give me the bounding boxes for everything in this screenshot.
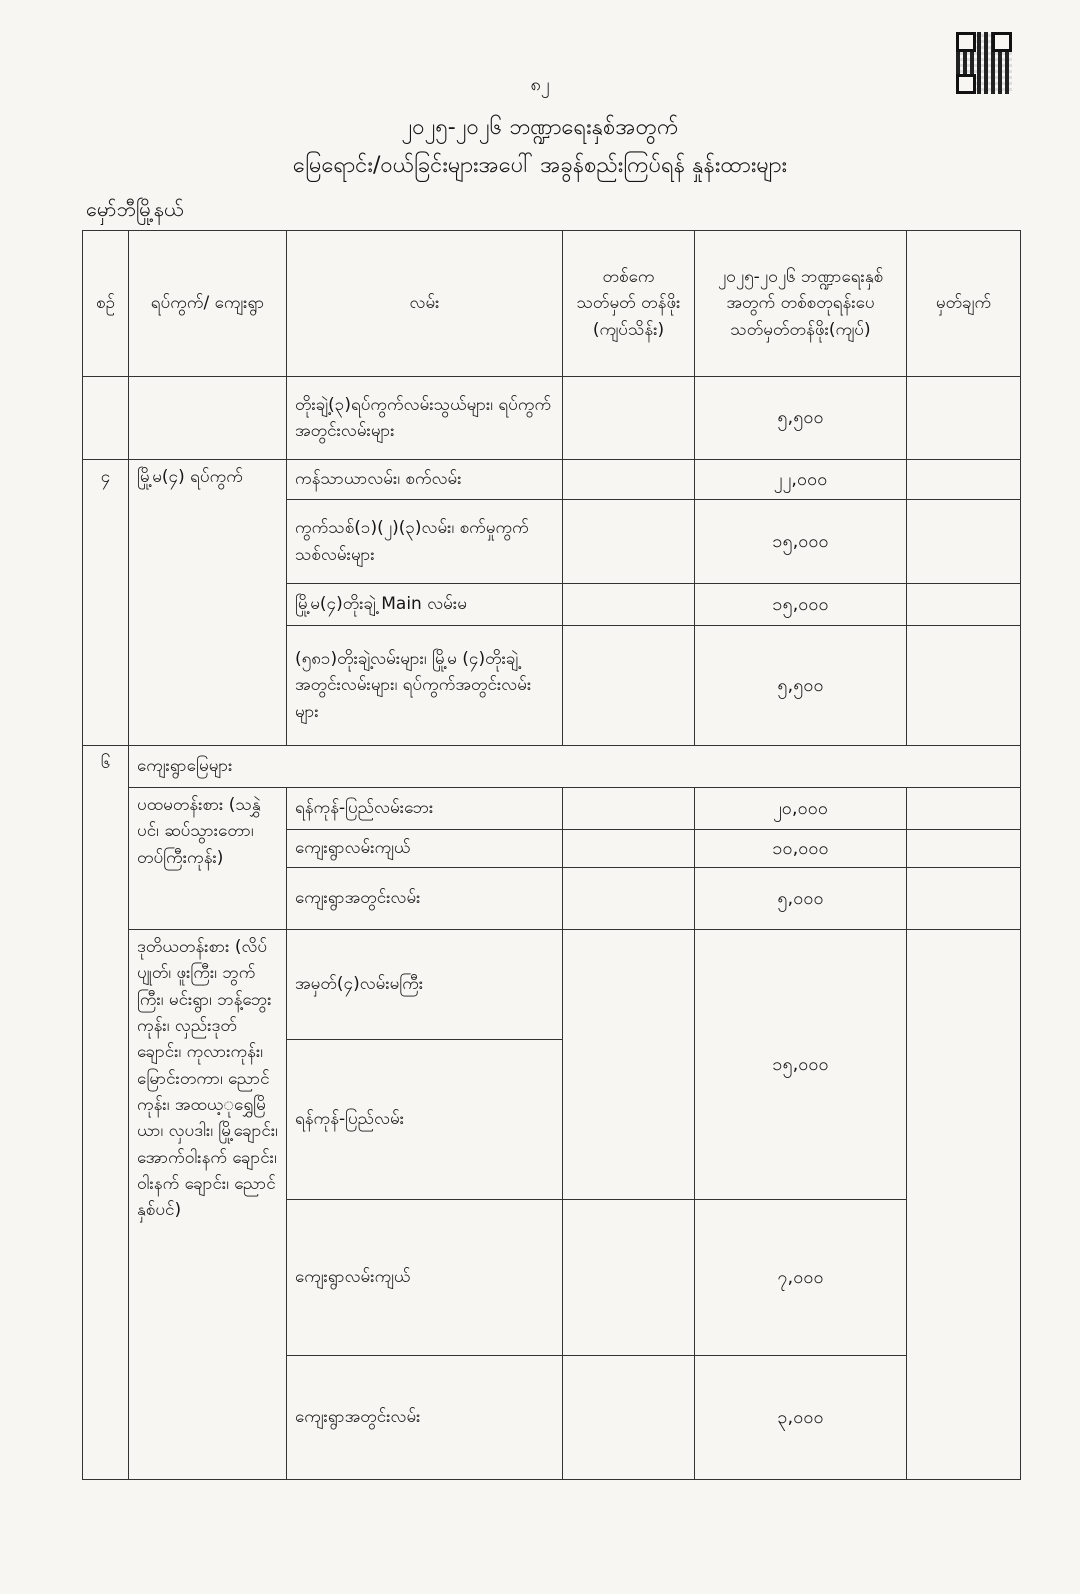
section-heading: ကျေးရွာမြေများ: [129, 746, 1021, 788]
page-title: ၂၀၂၅-၂၀၂၆ ဘဏ္ဍာရေးနှစ်အတွက်: [401, 115, 679, 140]
col-header-remark: မှတ်ချက်: [907, 231, 1021, 377]
cell-value: ၅,၀၀၀: [695, 868, 907, 930]
cell-remark: [907, 500, 1021, 584]
cell-road: ရန်ကုန်-ပြည်လမ်းဘေး: [287, 788, 563, 830]
cell-road: အမှတ်(၄)လမ်းမကြီး: [287, 930, 563, 1040]
cell-remark: [907, 788, 1021, 830]
cell-no: [83, 377, 129, 460]
cell-prev-value: [563, 626, 695, 746]
cell-remark: [907, 377, 1021, 460]
cell-road: ကျေးရွာလမ်းကျယ်: [287, 830, 563, 868]
page-number: ၈၂: [530, 74, 550, 95]
table-header-row: [83, 231, 1021, 377]
cell-ward: မြို့မ(၄) ရပ်ကွက်: [129, 460, 287, 746]
cell-value: ၁၅,၀၀၀: [695, 500, 907, 584]
cell-road: ကန်သာယာလမ်း၊ စက်လမ်း: [287, 460, 563, 500]
table-row: [83, 746, 1021, 788]
col-header-no: စဉ်: [83, 231, 129, 377]
cell-value: ၁၀,၀၀၀: [695, 830, 907, 868]
cell-prev-value: [563, 788, 695, 830]
cell-value: ၅,၅၀၀: [695, 626, 907, 746]
cell-prev-value: [563, 500, 695, 584]
cell-road: မြို့မ(၄)တိုးချဲ့ Main လမ်းမ: [287, 584, 563, 626]
cell-road: (၅၈၁)တိုးချဲ့လမ်းများ၊ မြို့မ (၄)တိုးချဲ့အတွင်းလမ်းများ၊ ရပ်ကွက်အတွင်းလမ်းများ: [287, 626, 563, 746]
cell-value: ၂၂,၀၀၀: [695, 460, 907, 500]
cell-value: ၂၀,၀၀၀: [695, 788, 907, 830]
col-header-new-value: ၂၀၂၅-၂၀၂၆ ဘဏ္ဍာရေးနှစ်အတွက် တစ်စတုရန်းပေ သတ်မှတ်တန်ဖိုး(ကျပ်): [695, 231, 907, 377]
cell-value: ၃,၀၀၀: [695, 1356, 907, 1480]
table-row: [83, 788, 1021, 830]
cell-value: ၁၅,၀၀၀: [695, 930, 907, 1200]
cell-no: ၆: [83, 746, 129, 1480]
cell-remark: [907, 930, 1021, 1480]
cell-prev-value: [563, 460, 695, 500]
col-header-ward: ရပ်ကွက်/ ကျေးရွာ: [129, 231, 287, 377]
cell-remark: [907, 460, 1021, 500]
page-subtitle: မြေရောင်း/ဝယ်ခြင်းများအပေါ် အခွန်စည်းကြပ်ရန် နှုန်းထားများ: [292, 153, 788, 178]
table-row: [83, 377, 1021, 460]
cell-prev-value: [563, 584, 695, 626]
cell-value: ၁၅,၀၀၀: [695, 584, 907, 626]
table-row: [83, 930, 1021, 1040]
cell-value: ၅,၅၀၀: [695, 377, 907, 460]
cell-no: ၄: [83, 460, 129, 746]
cell-prev-value: [563, 868, 695, 930]
cell-remark: [907, 868, 1021, 930]
cell-value: ၇,၀၀၀: [695, 1200, 907, 1356]
cell-prev-value: [563, 930, 695, 1200]
cell-road: တိုးချဲ့(၃)ရပ်ကွက်လမ်းသွယ်များ၊ ရပ်ကွက်အတွင်းလမ်းများ: [287, 377, 563, 460]
cell-prev-value: [563, 377, 695, 460]
cell-remark: [907, 584, 1021, 626]
cell-ward: ဒုတိယတန်းစား (လိပ်ပျုတ်၊ ဖူးကြီး၊ ဘွက်ကြီး၊ မင်းရွာ၊ ဘန့်ဘွေးကုန်း၊ လှည်းဒုတ်ချောင်း၊ ကုလားကုန်း၊ မြောင်းတကာ၊ ညောင်ကုန်း၊ အထယ့ုရွှေမြိယာ၊ လှပဒါး၊ မြို့ချောင်း၊ အောက်ဝါးနက် ချောင်း၊ ဝါးနက် ချောင်း၊ ညောင်နှစ်ပင်): [129, 930, 287, 1480]
table-row: [83, 460, 1021, 500]
township-label: မှော်ဘီမြို့နယ်: [86, 197, 184, 221]
cell-ward: [129, 377, 287, 460]
cell-remark: [907, 830, 1021, 868]
cell-road: ကွက်သစ်(၁)(၂)(၃)လမ်း၊ စက်မှုကွက်သစ်လမ်းများ: [287, 500, 563, 584]
cell-prev-value: [563, 1356, 695, 1480]
cell-remark: [907, 626, 1021, 746]
cell-road: ကျေးရွာအတွင်းလမ်း: [287, 1356, 563, 1480]
cell-road: ကျေးရွာလမ်းကျယ်: [287, 1200, 563, 1356]
cell-road: ကျေးရွာအတွင်းလမ်း: [287, 868, 563, 930]
cell-prev-value: [563, 830, 695, 868]
cell-prev-value: [563, 1200, 695, 1356]
rate-table: [82, 230, 1021, 1480]
cell-ward: ပထမတန်းစား (သနွှဲပင်၊ ဆပ်သွားတော၊ တပ်ကြီးကုန်း): [129, 788, 287, 930]
cell-road: ရန်ကုန်-ပြည်လမ်း: [287, 1040, 563, 1200]
col-header-road: လမ်း: [287, 231, 563, 377]
col-header-prev-value: တစ်ကေ သတ်မှတ် တန်ဖိုး (ကျပ်သိန်း): [563, 231, 695, 377]
